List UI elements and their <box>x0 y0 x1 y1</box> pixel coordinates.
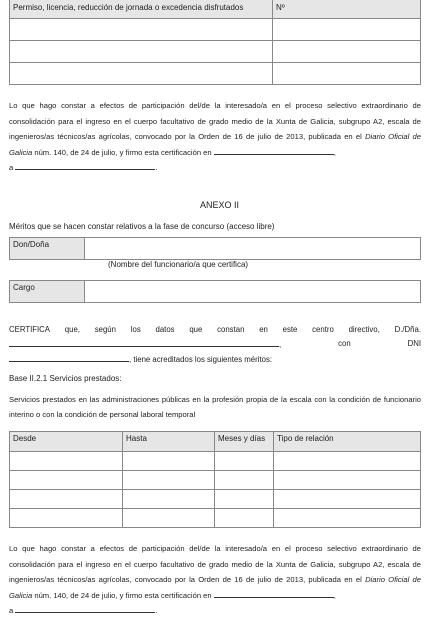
services-cell[interactable] <box>274 490 421 509</box>
permits-cell[interactable] <box>10 19 273 41</box>
permits-cell[interactable] <box>273 19 421 41</box>
name-comma: , <box>279 340 282 349</box>
dni-label: DNI <box>407 339 421 348</box>
date-dot: . <box>155 163 158 172</box>
services-cell[interactable] <box>123 490 215 509</box>
certification-paragraph-1 <box>9 98 421 176</box>
don-field <box>9 237 421 260</box>
certifica-word: los <box>130 325 141 334</box>
place-field[interactable] <box>214 145 334 155</box>
certification-paragraph-2 <box>9 541 421 619</box>
services-cell[interactable] <box>215 509 274 528</box>
permits-cell[interactable] <box>273 41 421 63</box>
certifica-word: CERTIFICA <box>9 325 51 334</box>
place-comma: , <box>333 590 336 600</box>
permits-cell[interactable] <box>10 63 273 85</box>
cargo-label: Cargo <box>10 281 85 303</box>
permits-cell[interactable] <box>273 63 421 85</box>
base-description: Servicios prestados en las administraciones públicas en la profesión propia de la escala con la condición de funcionario interino o con la condición de personal laboral temporal <box>9 395 421 419</box>
annex-title: ANEXO II <box>199 200 239 210</box>
con-label: con <box>338 339 351 348</box>
interested-name-field[interactable] <box>9 337 282 349</box>
services-header-hasta: Hasta <box>123 432 215 452</box>
base-heading: Base II.2.1 Servicios prestados: <box>9 374 122 383</box>
services-cell[interactable] <box>10 509 123 528</box>
certifica-line-3 <box>9 352 421 367</box>
permits-cell[interactable] <box>10 41 273 63</box>
cargo-field <box>9 280 421 303</box>
permits-table <box>9 0 421 85</box>
certifica-word: en <box>259 325 268 334</box>
permits-header-numero: Nº <box>273 0 421 19</box>
date-field[interactable] <box>15 603 158 615</box>
certifica-word: este <box>282 325 298 334</box>
certifica-word: que <box>189 325 203 334</box>
services-cell[interactable] <box>10 452 123 471</box>
services-cell[interactable] <box>215 471 274 490</box>
services-cell[interactable] <box>10 471 123 490</box>
certifica-word: directivo, <box>348 325 380 334</box>
services-cell[interactable] <box>10 490 123 509</box>
certification-tail: núm. 140, de 24 de julio, y firmo esta certificación en <box>34 590 212 600</box>
services-header-desde: Desde <box>10 432 123 452</box>
certifica-word: constan <box>217 325 245 334</box>
certifica-word: datos <box>155 325 175 334</box>
services-cell[interactable] <box>123 452 215 471</box>
don-label: Don/Doña <box>10 238 85 260</box>
certification-text: Lo que hago constar a efectos de participación del/de la interesado/a en el proceso selectivo extraordinario de consolidación para el ingreso en el cuerpo facultativo de grado medio de la Xunta de Galicia, subgrupo A2, escala de ingenieros/as técnicos/as agrícolas, convocado por la Orden de 16 de julio de 2013, publicada en el <box>9 101 421 141</box>
certification-text: Lo que hago constar a efectos de participación del/de la interesado/a en el proceso selectivo extraordinario de consolidación para el ingreso en el cuerpo facultativo de grado medio de la Xunta de Galicia, subgrupo A2, escala de ingenieros/as técnicos/as agrícolas, convocado por la Orden de 16 de julio de 2013, publicada en el <box>9 544 421 584</box>
services-cell[interactable] <box>123 471 215 490</box>
don-caption: (Nombre del funcionario/a que certifica) <box>108 260 249 269</box>
services-cell[interactable] <box>215 452 274 471</box>
place-comma: , <box>333 147 336 157</box>
services-table <box>9 431 421 528</box>
services-header-tipo: Tipo de relación <box>274 432 421 452</box>
services-cell[interactable] <box>274 452 421 471</box>
merits-text: , tiene acreditados los siguientes méritos: <box>129 355 273 364</box>
certifica-word: que, <box>64 325 80 334</box>
certification-tail: núm. 140, de 24 de julio, y firmo esta certificación en <box>34 147 212 157</box>
date-field[interactable] <box>15 160 158 172</box>
annex-subtitle: Méritos que se hacen constar relativos a la fase de concurso (acceso libre) <box>9 222 275 231</box>
place-field[interactable] <box>214 588 334 598</box>
don-input[interactable] <box>85 238 421 260</box>
dni-field[interactable] <box>9 352 129 362</box>
services-cell[interactable] <box>274 471 421 490</box>
date-prefix: a <box>9 606 14 615</box>
certifica-line-2 <box>9 337 421 352</box>
cargo-input[interactable] <box>85 281 421 303</box>
certifica-block <box>9 323 421 367</box>
certifica-line-1 <box>9 323 421 337</box>
permits-header-permiso: Permiso, licencia, reducción de jornada o excedencia disfrutados <box>10 0 273 19</box>
services-header-meses: Meses y días <box>215 432 274 452</box>
date-dot: . <box>155 606 158 615</box>
certifica-word: según <box>94 325 116 334</box>
services-cell[interactable] <box>123 509 215 528</box>
certifica-word: centro <box>312 325 334 334</box>
date-prefix: a <box>9 163 14 172</box>
services-cell[interactable] <box>274 509 421 528</box>
services-cell[interactable] <box>215 490 274 509</box>
certifica-word: D./Dña. <box>394 325 421 334</box>
journal-name: Diario Oficial de Galicia <box>9 132 421 157</box>
journal-name: Diario Oficial de Galicia <box>9 575 421 600</box>
